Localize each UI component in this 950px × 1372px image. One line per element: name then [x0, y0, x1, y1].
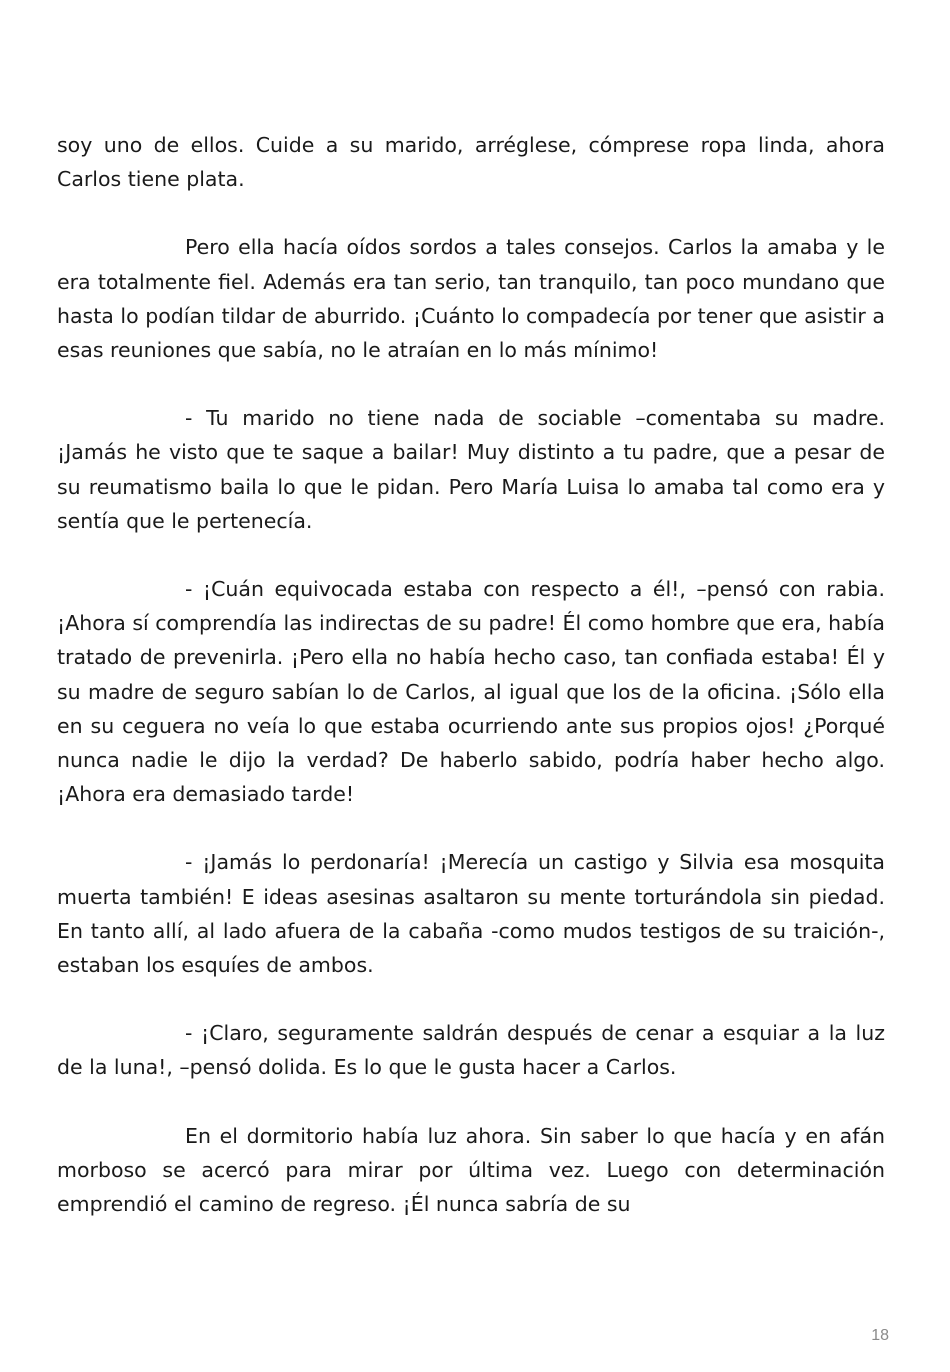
paragraph-3: - Tu marido no tiene nada de sociable –comentaba su madre. ¡Jamás he visto que te saque a bailar! Muy distinto a tu padre, que a pesar de su reumatismo baila lo que le pidan. Pero María Luisa lo amaba tal como era y sentía que le pertenecía.: [57, 406, 885, 533]
paragraph-5: - ¡Jamás lo perdonaría! ¡Merecía un castigo y Silvia esa mosquita muerta también! E ideas asesinas asaltaron su mente torturándola sin piedad. En tanto allí, al lado afuera de la cabaña -como mudos testigos de su traición-, estaban los esquíes de ambos.: [57, 850, 885, 978]
text-body: [57, 128, 885, 1221]
page-number: 18: [871, 1327, 889, 1344]
paragraph-6: - ¡Claro, seguramente saldrán después de cenar a esquiar a la luz de la luna!, –pensó dolida. Es lo que le gusta hacer a Carlos.: [57, 1021, 885, 1080]
paragraph-2: Pero ella hacía oídos sordos a tales consejos. Carlos la amaba y le era totalmente fiel. Además era tan serio, tan tranquilo, tan poco mundano que hasta lo podían tildar de aburrido. ¡Cuánto lo compadecía por tener que asistir a esas reuniones que sabía, no le atraían en lo más mínimo!: [57, 235, 885, 363]
paragraph-4: - ¡Cuán equivocada estaba con respecto a él!, –pensó con rabia. ¡Ahora sí comprendía las indirectas de su padre! Él como hombre que era, había tratado de prevenirla. ¡Pero ella no había hecho caso, tan confiada estaba! Él y su madre de seguro sabían lo de Carlos, al igual que los de la oficina. ¡Sólo ella en su ceguera no veía lo que estaba ocurriendo ante sus propios ojos! ¿Porqué nunca nadie le dijo la verdad? De haberlo sabido, podría haber hecho algo. ¡Ahora era demasiado tarde!: [57, 577, 885, 807]
paragraph-1: soy uno de ellos. Cuide a su marido, arréglese, cómprese ropa linda, ahora Carlos tiene plata.: [57, 133, 885, 192]
paragraph-7: En el dormitorio había luz ahora. Sin saber lo que hacía y en afán morboso se acercó para mirar por última vez. Luego con determinación emprendió el camino de regreso. ¡Él nunca sabría de su: [57, 1123, 885, 1217]
